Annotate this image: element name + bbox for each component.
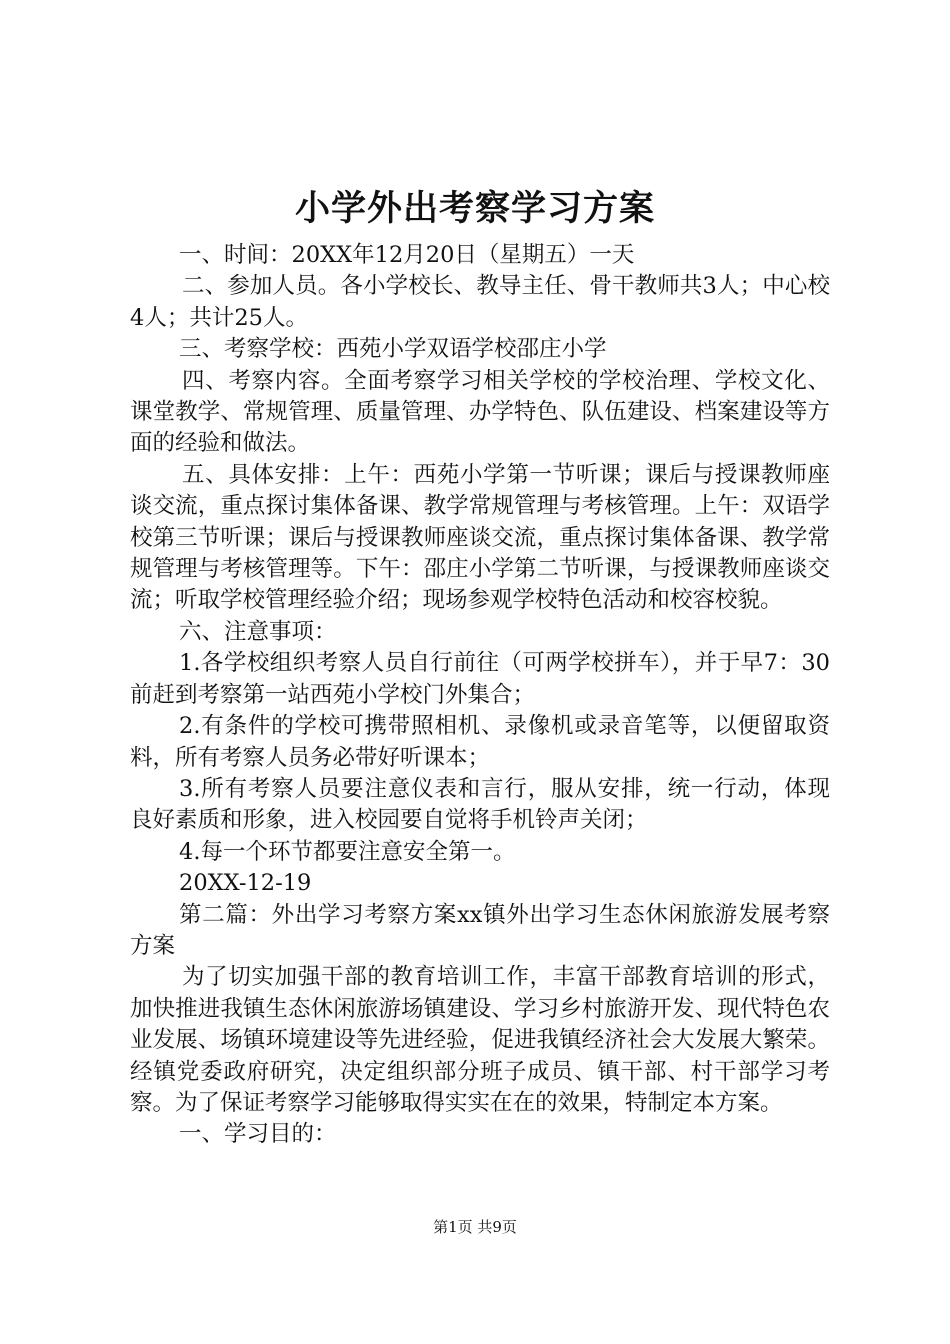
paragraph-date: 20XX-12-19 (179, 870, 312, 897)
paragraph-content: 四、考察内容。全面考察学习相关学校的学校治理、学校文化、课堂教学、常规管理、质量管理、办学特色、队伍建设、档案建设等方面的经验和做法。 (130, 367, 830, 457)
paragraph-intro: 为了切实加强干部的教育培训工作，丰富干部教育培训的形式，加快推进我镇生态休闲旅游场镇建设、学习乡村旅游开发、现代特色农业发展、场镇环境建设等先进经验，促进我镇经济社会大发展大繁荣。经镇党委政府研究，决定组织部分班子成员、镇干部、村干部学习考察。为了保证考察学习能够取得实实在在的效果，特制定本方案。 (130, 964, 830, 1116)
paragraph-participants: 二、参加人员。各小学校长、教导主任、骨干教师共3人；中心校4人；共计25人。 (130, 273, 830, 331)
page-footer: 第1页 共9页 (433, 1218, 517, 1236)
paragraph-second-title: 第二篇：外出学习考察方案xx镇外出学习生态休闲旅游发展考察方案 (130, 901, 830, 959)
paragraph-time: 一、时间：20XX年12月20日（星期五）一天 (179, 242, 635, 268)
paragraph-notes-heading: 六、注意事项： (179, 618, 337, 645)
paragraph-note-2: 2.有条件的学校可携带照相机、录像机或录音笔等，以便留取资料，所有考察人员务必带好听课本； (130, 713, 830, 771)
paragraph-note-3: 3.所有考察人员要注意仪表和言行，服从安排，统一行动，体现良好素质和形象，进入校园要自觉将手机铃声关闭； (130, 775, 830, 834)
document-body (130, 240, 830, 1151)
paragraph-note-1: 1.各学校组织考察人员自行前往（可两学校拼车），并于早7：30前赶到考察第一站西苑小学校门外集合； (130, 650, 830, 708)
document-title: 小学外出考察学习方案 (294, 188, 655, 229)
paragraph-note-4: 4.每一个环节都要注意安全第一。 (179, 838, 516, 865)
paragraph-purpose-heading: 一、学习目的： (179, 1121, 337, 1148)
paragraph-schools: 三、考察学校：西苑小学双语学校邵庄小学 (179, 336, 607, 363)
paragraph-schedule: 五、具体安排：上午：西苑小学第一节听课；课后与授课教师座谈交流，重点探讨集体备课、教学常规管理与考核管理。上午：双语学校第三节听课；课后与授课教师座谈交流，重点探讨集体备课、教学常规管理与考核管理等。下午：邵庄小学第二节听课，与授课教师座谈交流；听取学校管理经验介绍；现场参观学校特色活动和校容校貌。 (130, 461, 830, 614)
